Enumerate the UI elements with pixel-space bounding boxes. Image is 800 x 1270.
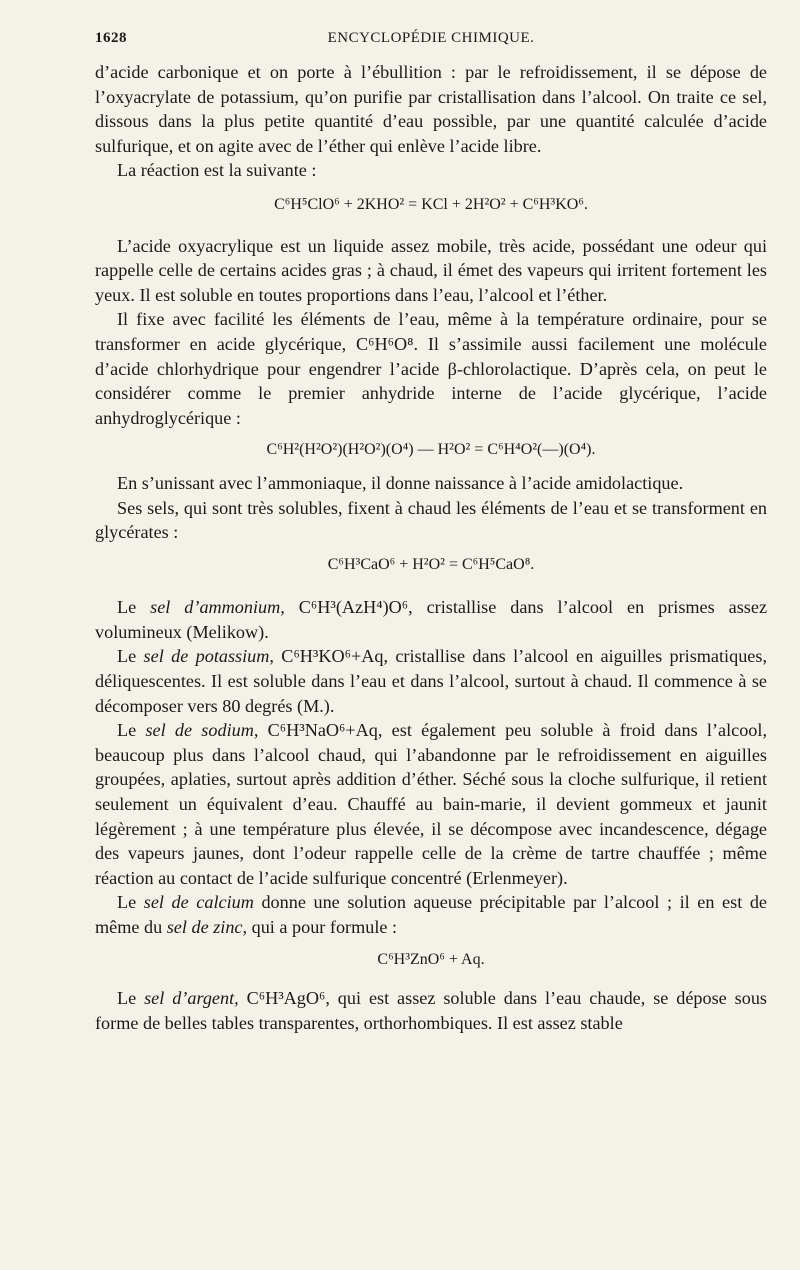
paragraph-silver-salt bbox=[95, 986, 767, 1035]
running-title: ENCYCLOPÉDIE CHIMIQUE. bbox=[327, 30, 535, 46]
text-run: Le bbox=[117, 597, 151, 618]
text-run: Le bbox=[117, 646, 144, 667]
body-text bbox=[95, 60, 767, 1035]
text-run: C⁶H³KO⁶+Aq, cristallise dans l’alcool en aiguilles prismatiques, déliquescentes. Il est soluble dans l’eau et dans l’alcool, surtout à chaud. Il commence à se décomposer vers 80 degrés (M.). bbox=[95, 646, 767, 716]
text-run: C⁶H³NaO⁶+Aq, est également peu soluble à froid dans l’alcool, beaucoup plus dans l’alcool chaud, qui l’abandonne par le refroidissement en aiguilles groupées, aplaties, surtout après addition d’éther. Séché sous la cloche sulfurique, il retient seulement un équivalent d’eau. Chauffé au bain-marie, il devient gommeux et jaunit légèrement ; à une température plus élevée, il se décompose avec incandescence, dégage des vapeurs jaunes, dont l’odeur rappelle celle de la crème de tartre chauffée ; même réaction au contact de l’acide sulfurique concentré (Erlenmeyer). bbox=[95, 720, 767, 888]
paragraph-properties: L’acide oxyacrylique est un liquide assez mobile, très acide, possédant une odeur qui rappelle celle de certains acides gras ; à chaud, il émet des vapeurs qui irritent fortement les yeux. Il est soluble en toutes proportions dans l’eau, l’alcool et l’éther. bbox=[95, 235, 767, 305]
paragraph-reaction-intro: La réaction est la suivante : bbox=[117, 160, 317, 181]
text-run: qui a pour formule : bbox=[247, 917, 398, 937]
page-header bbox=[95, 30, 767, 54]
formula-zinc-salt: C⁶H³ZnO⁶ + Aq. bbox=[377, 950, 485, 968]
text-run: Le bbox=[117, 988, 145, 1009]
text-run: C⁶H³(AzH⁴)O⁶, cristallise dans l’alcool en prismes assez volumineux (Melikow). bbox=[95, 597, 768, 642]
formula-glycerate: C⁶H³CaO⁶ + H²O² = C⁶H⁵CaO⁸. bbox=[327, 555, 535, 573]
paragraph-glyceric: Il fixe avec facilité les éléments de l’eau, même à la température ordinaire, pour se transformer en acide glycérique, C⁶H⁶O⁸. Il s’assimile aussi facilement une molécule d’acide chlorhydrique pour engendrer l’acide β-chlorolactique. D’après cela, on peut le considérer comme le premier anhydride interne de l’acide glycérique, l’acide anhydroglycérique : bbox=[95, 309, 767, 428]
paragraph-salts: Ses sels, qui sont très solubles, fixent à chaud les éléments de l’eau et se transforment en glycérates : bbox=[95, 497, 767, 543]
text-run: C⁶H³AgO⁶, qui est assez soluble dans l’eau chaude, se dépose sous forme de belles tables transparentes, orthorhombiques. Il est assez stable bbox=[95, 988, 767, 1033]
formula-anhydride: C⁶H²(H²O²)(H²O²)(O⁴) — H²O² = C⁶H⁴O²(—)(O⁴). bbox=[266, 441, 596, 459]
paragraph-continued: d’acide carbonique et on porte à l’ébullition : par le refroidissement, il se dépose de l’oxyacrylate de potassium, qu’on purifie par cristallisation dans l’alcool. On traite ce sel, dissous dans la plus petite quantité d’eau possible, par une quantité calculée d’acide sulfurique, et on agite avec de l’éther qui enlève l’acide libre. bbox=[95, 62, 767, 156]
page-number: 1628 bbox=[95, 30, 127, 46]
formula-reaction: C⁶H⁵ClO⁶ + 2KHO² = KCl + 2H²O² + C⁶H³KO⁶. bbox=[274, 195, 588, 213]
paragraph-calcium-zinc-salt bbox=[95, 890, 767, 939]
paragraph-ammonium-salt bbox=[95, 595, 767, 644]
paragraph-ammonia: En s’unissant avec l’ammoniaque, il donne naissance à l’acide amidolactique. bbox=[117, 472, 684, 493]
paragraph-sodium-salt bbox=[95, 718, 767, 890]
text-run: Le bbox=[117, 892, 144, 913]
salt-name: sel de potassium, bbox=[143, 646, 274, 667]
salt-name: sel de calcium bbox=[143, 892, 254, 913]
salt-name: sel de sodium, bbox=[145, 720, 259, 741]
salt-name: sel d’ammonium, bbox=[150, 597, 285, 618]
text-run: donne une solution aqueuse précipitable par l’alcool ; il en est de même du bbox=[95, 892, 768, 937]
paragraph-potassium-salt bbox=[95, 644, 767, 718]
salt-name: sel de zinc, bbox=[166, 917, 248, 937]
text-run: Le bbox=[117, 720, 146, 741]
salt-name: sel d’argent, bbox=[144, 988, 239, 1009]
